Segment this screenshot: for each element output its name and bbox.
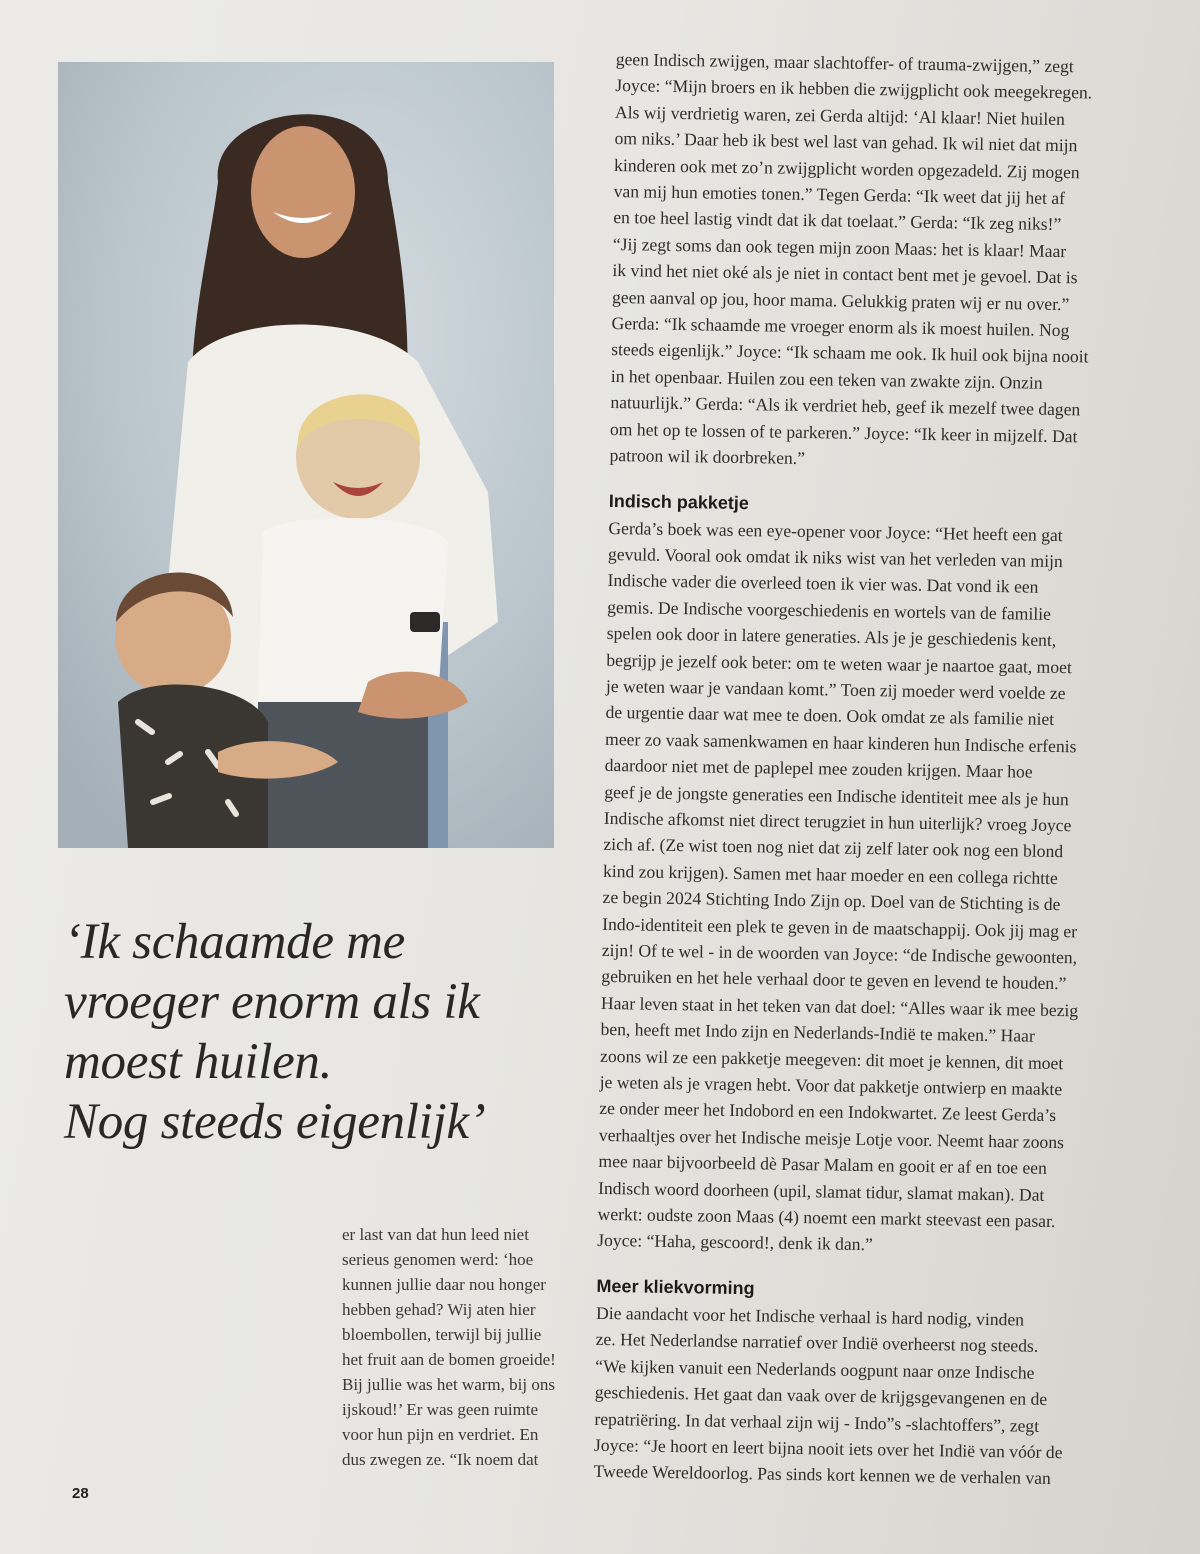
- text-line: repatriëring. In dat verhaal zijn wij - Indo”s -slachtoffers”, zegt: [594, 1408, 1040, 1436]
- section-heading-meer-kliekvorming: Meer kliekvorming: [596, 1275, 755, 1299]
- text-line: Joyce: “Mijn broers en ik hebben die zwijgplicht ook meegekregen.: [615, 75, 1093, 103]
- text-line: Indische vader die overleed toen ik vier was. Dat vond ik een: [607, 570, 1039, 598]
- text-line: je weten als je vragen hebt. Voor dat pakketje ontwierp en maakte: [599, 1071, 1063, 1100]
- text-line: Indisch woord doorheen (upil, slamat tidur, slamat makan). Dat: [597, 1177, 1045, 1205]
- text-line: bloembollen, terwijl bij jullie: [342, 1325, 542, 1344]
- text-line: “Jij zegt soms dan ook tegen mijn zoon Maas: het is klaar! Maar: [612, 233, 1067, 261]
- text-line: dus zwegen ze. “Ik noem dat: [342, 1450, 539, 1469]
- text-line: voor hun pijn en verdriet. En: [342, 1425, 539, 1444]
- text-line: kunnen jullie daar nou honger: [342, 1275, 546, 1294]
- text-line: en toe heel lastig vindt dat ik dat toelaat.” Gerda: “Ik zeg niks!”: [613, 207, 1062, 235]
- pull-quote-line: vroeger enorm als ik: [64, 974, 480, 1030]
- text-line: meer zo vaak samenkwamen en haar kinderen hun Indische erfenis: [604, 728, 1077, 757]
- text-line: Joyce: “Je hoort en leert bijna nooit iets over het Indië van vóór de: [593, 1434, 1063, 1463]
- text-line: gevuld. Vooral ook omdat ik niks wist van het verleden van mijn: [607, 543, 1063, 571]
- text-line: Die aandacht voor het Indische verhaal is hard nodig, vinden: [595, 1302, 1025, 1330]
- section-paragraph: [597, 514, 1169, 1262]
- page-number: 28: [72, 1485, 89, 1502]
- text-line: gebruiken en het hele verhaal door te geven en levend te houden.”: [601, 966, 1067, 994]
- text-line: geen aanval op jou, hoor mama. Gelukkig praten wij er nu over.”: [611, 286, 1070, 314]
- text-line: in het openbaar. Huilen zou een teken van zwakte zijn. Onzin: [610, 365, 1043, 393]
- text-line: Indo-identiteit een plek te geven in de maatschappij. Ook jij mag er: [602, 913, 1078, 941]
- text-line: patroon wil ik doorbreken.”: [609, 445, 806, 469]
- text-line: daardoor niet met de paplepel mee zouden krijgen. Maar hoe: [604, 755, 1033, 782]
- text-line: zich af. (Ze wist toen nog niet dat zij zelf later ook nog een blond: [603, 834, 1064, 862]
- text-line: Bij jullie was het warm, bij ons: [342, 1375, 555, 1394]
- text-line: geef je de jongste generaties een Indische identiteit mee als je hun: [604, 781, 1069, 809]
- text-line: Gerda: “Ik schaamde me vroeger enorm als ik moest huilen. Nog: [611, 313, 1070, 341]
- text-line: serieus genomen werd: ‘hoe: [342, 1250, 534, 1269]
- text-line: werkt: oudste zoon Maas (4) noemt een markt steevast een pasar.: [597, 1203, 1056, 1232]
- text-line: ik vind het niet oké als je niet in contact bent met je gevoel. Dat is: [612, 260, 1078, 288]
- right-column-text: [593, 46, 1176, 1493]
- text-line: Gerda’s boek was een eye-opener voor Joyce: “Het heeft een gat: [608, 517, 1063, 545]
- text-line: om het op te lossen of te parkeren.” Joyce: “Ik keer in mijzelf. Dat: [609, 418, 1078, 446]
- text-line: de urgentie daar wat mee te doen. Ook omdat ze als familie niet: [605, 702, 1055, 730]
- text-line: om niks.’ Daar heb ik best wel last van gehad. Ik wil niet dat mijn: [614, 128, 1078, 156]
- text-line: geschiedenis. Het gaat dan vaak over de krijgsgevangenen en de: [594, 1381, 1048, 1410]
- text-line: Als wij verdrietig waren, zei Gerda altijd: ‘Al klaar! Niet huilen: [614, 101, 1066, 129]
- intro-paragraph: [609, 46, 1176, 477]
- text-line: ze. Het Nederlandse narratief over Indië overheerst nog steeds.: [595, 1329, 1039, 1357]
- text-line: Indische afkomst niet direct terugziet in hun uiterlijk? vroeg Joyce: [603, 807, 1072, 836]
- text-line: ze begin 2024 Stichting Indo Zijn op. Doel van de Stichting is de: [602, 887, 1061, 915]
- pull-quote-line: moest huilen.: [64, 1034, 333, 1090]
- text-line: begrijp je jezelf ook beter: om te weten waar je naartoe gaat, moet: [606, 649, 1072, 677]
- text-line: steeds eigenlijk.” Joyce: “Ik schaam me ook. Ik huil ook bijna nooit: [611, 339, 1089, 367]
- text-line: er last van dat hun leed niet: [342, 1225, 529, 1244]
- text-line: het fruit aan de bomen groeide!: [342, 1350, 556, 1369]
- text-line: je weten waar je vandaan komt.” Toen zij moeder werd voelde ze: [605, 675, 1066, 704]
- left-column-text: [342, 1222, 582, 1472]
- text-line: geen Indisch zwijgen, maar slachtoffer- of trauma-zwijgen,” zegt: [615, 48, 1074, 77]
- text-line: kinderen ook met zo’n zwijgplicht worden opgezadeld. Zij mogen: [613, 154, 1080, 182]
- text-line: zoons wil ze een pakketje meegeven: dit moet je kennen, dit moet: [599, 1045, 1064, 1073]
- text-line: mee naar bijvoorbeeld dè Pasar Malam en gooit er af en toe een: [598, 1151, 1048, 1179]
- text-line: ben, heeft met Indo zijn en Nederlands-Indië te maken.” Haar: [600, 1019, 1035, 1046]
- text-line: spelen ook door in latere generaties. Als je je geschiedenis kent,: [606, 623, 1057, 651]
- pull-quote: [64, 912, 564, 1152]
- text-line: Joyce: “Haha, gescoord!, denk ik dan.”: [597, 1230, 873, 1255]
- text-line: van mij hun emoties tonen.” Tegen Gerda: “Ik weet dat jij het af: [613, 181, 1066, 209]
- section-heading-indisch-pakketje: Indisch pakketje: [608, 490, 750, 513]
- text-line: zijn! Of te wel - in de woorden van Joyce: “de Indische gewoonten,: [601, 939, 1078, 968]
- text-line: kind zou krijgen). Samen met haar moeder en een collega richtte: [602, 860, 1058, 888]
- text-line: ijskoud!’ Er was geen ruimte: [342, 1400, 539, 1419]
- text-line: verhaaltjes over het Indische meisje Lotje voor. Neemt haar zoons: [598, 1124, 1065, 1153]
- text-line: gemis. De Indische voorgeschiedenis en wortels van de familie: [607, 596, 1052, 624]
- text-line: natuurlijk.” Gerda: “Als ik verdriet heb, geef ik mezelf twee dagen: [610, 392, 1081, 420]
- text-line: ze onder meer het Indobord en een Indokwartet. Ze leest Gerda’s: [599, 1098, 1057, 1126]
- text-line: hebben gehad? Wij aten hier: [342, 1300, 536, 1319]
- family-photo-illustration: [58, 62, 554, 848]
- family-photo: [58, 62, 554, 848]
- pull-quote-line: ‘Ik schaamde me: [64, 914, 406, 970]
- section-paragraph: [593, 1300, 1156, 1494]
- pull-quote-line: Nog steeds eigenlijk’: [64, 1094, 486, 1150]
- text-line: Tweede Wereldoorlog. Pas sinds kort kennen we de verhalen van: [593, 1461, 1051, 1489]
- text-line: Haar leven staat in het teken van dat doel: “Alles waar ik mee bezig: [600, 992, 1079, 1021]
- text-line: “We kijken vanuit een Nederlands oogpunt naar onze Indische: [595, 1355, 1035, 1383]
